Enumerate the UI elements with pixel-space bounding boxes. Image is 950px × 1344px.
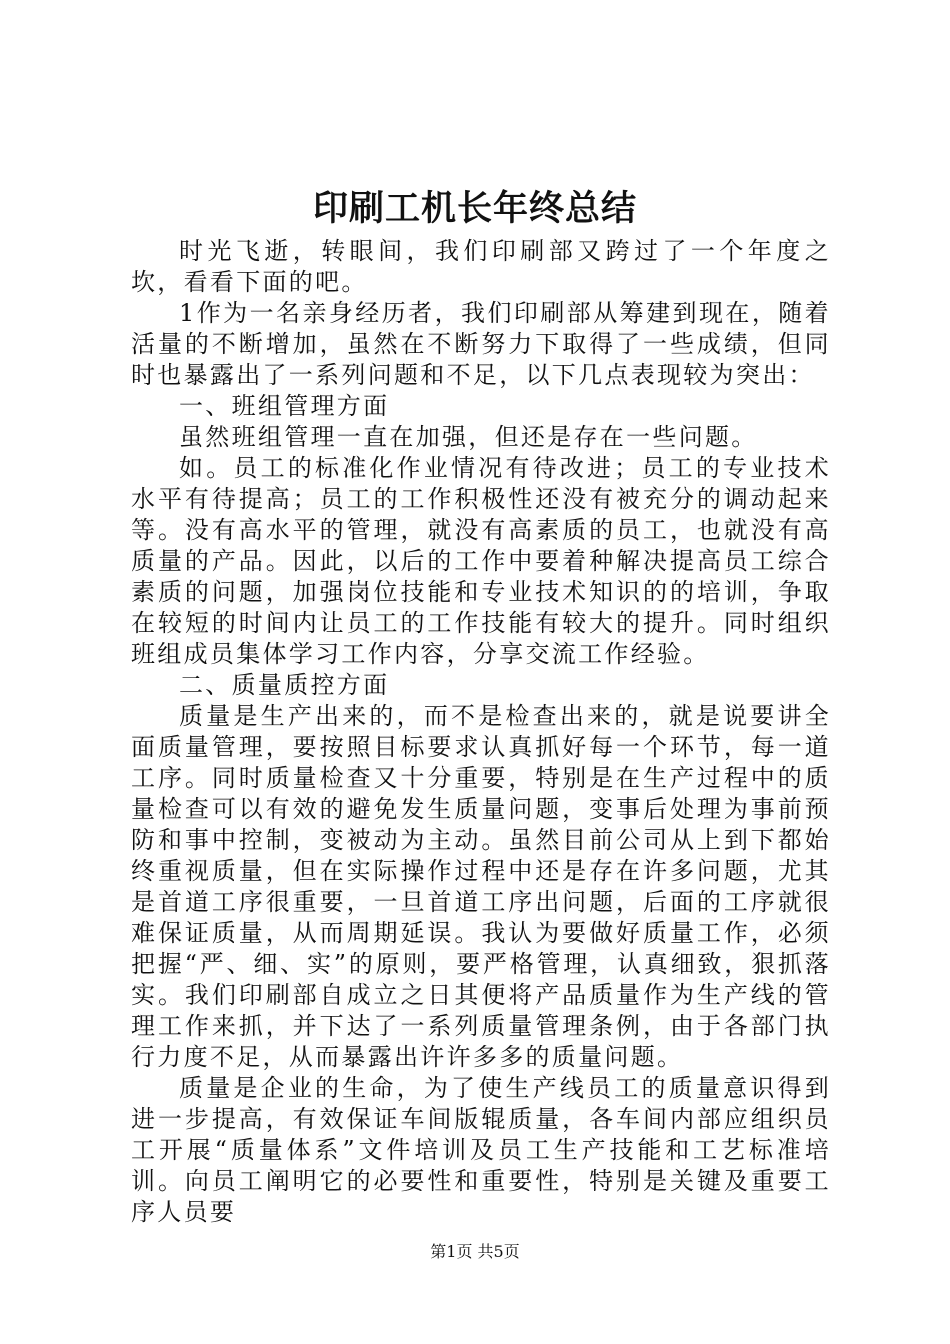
- page-footer: 第1页 共5页: [430, 1242, 520, 1261]
- document-body: [131, 236, 831, 1228]
- section-heading-quality-control: 二、质量质控方面: [179, 671, 390, 699]
- document-title: 印刷工机长年终总结: [312, 188, 637, 229]
- paragraph-quality-life: 质量是企业的生命，为了使生产线员工的质量意识得到进一步提高，有效保证车间版辊质量，各车间内部应组织员工开展“质量体系”文件培训及员工生产技能和工艺标准培训。向员工阐明它的必要性和重要性，特别是关键及重要工序人员要: [131, 1074, 831, 1226]
- paragraph-overview: 1作为一名亲身经历者，我们印刷部从筹建到现在，随着活量的不断增加，虽然在不断努力下取得了一些成绩，但同时也暴露出了一系列问题和不足，以下几点表现较为突出：: [131, 299, 831, 389]
- paragraph-quality-management: 质量是生产出来的，而不是检查出来的，就是说要讲全面质量管理，要按照目标要求认真抓好每一个环节，每一道工序。同时质量检查又十分重要，特别是在生产过程中的质量检查可以有效的避免发生质量问题，变事后处理为事前预防和事中控制，变被动为主动。虽然目前公司从上到下都始终重视质量，但在实际操作过程中还是存在许多问题，尤其是首道工序很重要，一旦首道工序出问题，后面的工序就很难保证质量，从而周期延误。我认为要做好质量工作，必须把握“严、细、实”的原则，要严格管理，认真细致，狠抓落实。我们印刷部自成立之日其便将产品质量作为生产线的管理工作来抓，并下达了一系列质量管理条例，由于各部门执行力度不足，从而暴露出许许多多的质量问题。: [131, 702, 831, 1071]
- section-heading-team-management: 一、班组管理方面: [179, 392, 390, 420]
- paragraph-team-issues: 虽然班组管理一直在加强，但还是存在一些问题。: [179, 423, 758, 451]
- paragraph-team-details: 如。员工的标准化作业情况有待改进；员工的专业技术水平有待提高；员工的工作积极性还没有被充分的调动起来等。没有高水平的管理，就没有高素质的员工，也就没有高质量的产品。因此，以后的工作中要着种解决提高员工综合素质的问题，加强岗位技能和专业技术知识的的培训，争取在较短的时间内让员工的工作技能有较大的提升。同时组织班组成员集体学习工作内容，分享交流工作经验。: [131, 454, 831, 668]
- paragraph-intro: 时光飞逝，转眼间，我们印刷部又跨过了一个年度之坎，看看下面的吧。: [131, 237, 831, 296]
